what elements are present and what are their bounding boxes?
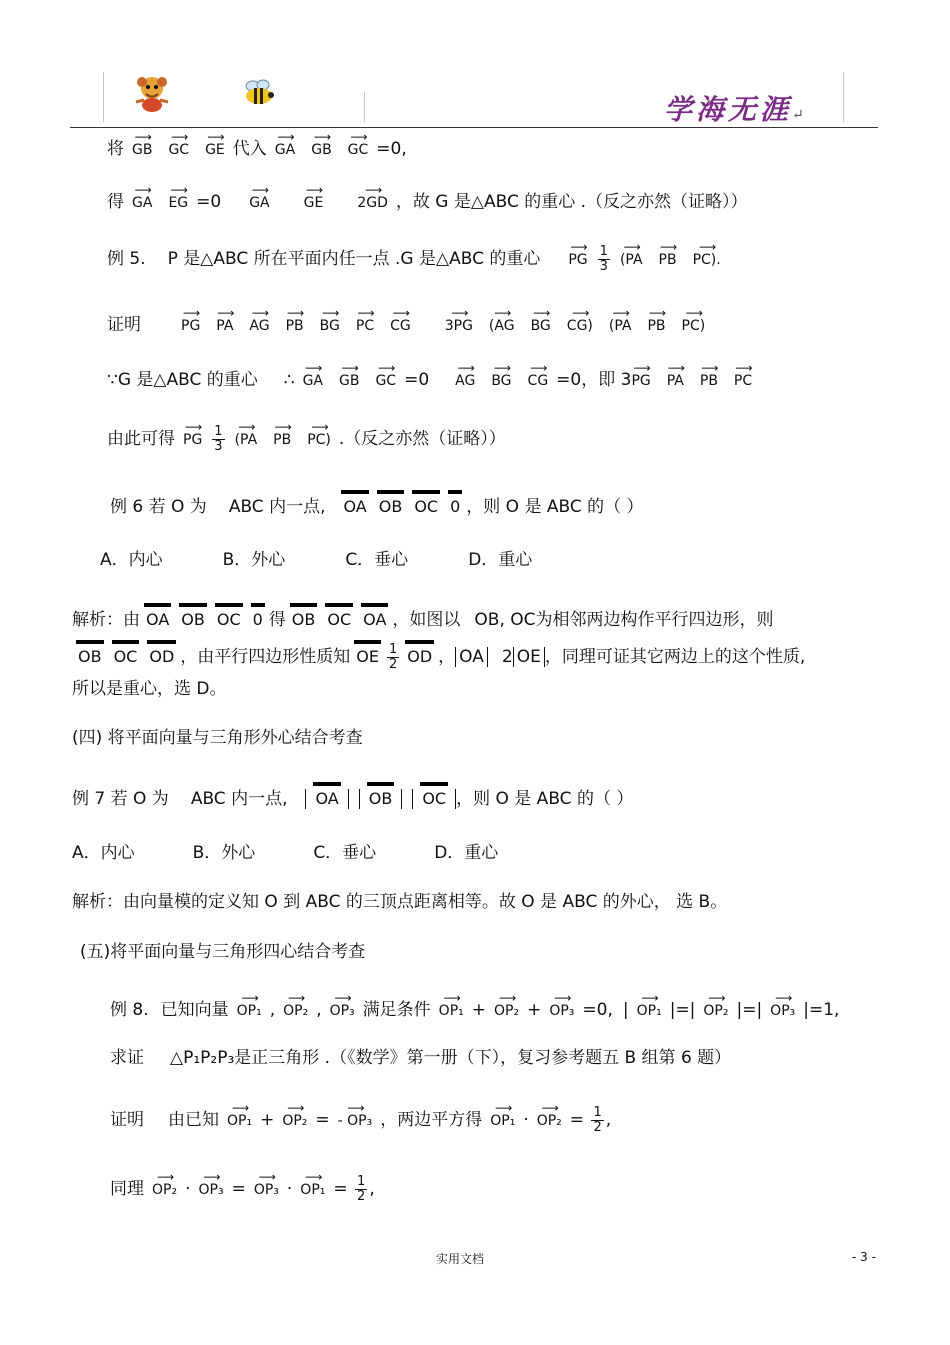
vector-symbol: ⟶ PB bbox=[647, 309, 665, 337]
vector-symbol: OD bbox=[149, 640, 174, 668]
vector-symbol: ⟶ OP₃ bbox=[198, 1173, 223, 1201]
vector-symbol: ⟶ (PA bbox=[620, 243, 643, 271]
vector-symbol: ⟶ PA bbox=[216, 309, 233, 337]
header-divider bbox=[364, 92, 365, 122]
vector-symbol: ⟶ CG bbox=[528, 364, 549, 392]
vector-symbol: ⟶ OP₁ bbox=[490, 1104, 515, 1132]
to-prove: 求证 △P₁P₂P₃是正三角形 .（《数学》第一册（下），复习参考题五 B 组第 6 题） bbox=[110, 1048, 732, 1068]
vector-symbol: ⟶ OP₁ bbox=[227, 1104, 252, 1132]
header-rule bbox=[70, 127, 878, 128]
fraction: $\frac{1}{3}$ bbox=[599, 243, 608, 274]
vector-symbol: ⟶ GA bbox=[249, 186, 269, 214]
vector-symbol: ⟶ OP₂ bbox=[703, 994, 728, 1022]
vector-symbol: ⟶ PG bbox=[181, 309, 200, 337]
example-5: 例 5. P 是△ABC 所在平面内任一点 .G 是△ABC 的重心⟶ PG $\frac{1}{3}$ ⟶ (PA⟶ PB⟶ PC). bbox=[107, 243, 729, 274]
vector-symbol: ⟶ OP₁ bbox=[439, 994, 464, 1022]
vector-symbol: 0 bbox=[450, 490, 460, 518]
proof-line: 证明⟶ PG⟶ PA⟶ AG⟶ PB⟶ BG⟶ PC⟶ CG⟶ 3PG⟶ (AG⟶ BG⟶ CG)⟶ (PA⟶ PB⟶ PC) bbox=[107, 309, 713, 337]
footer-label: 实用文档 bbox=[436, 1252, 485, 1266]
similarly-line: 同理⟶ OP₂ ·⟶ OP₃ =⟶ OP₃ ·⟶ OP₁ = $\frac{1}{2}$ , bbox=[110, 1173, 375, 1204]
vector-symbol: ⟶ OP₃ bbox=[770, 994, 795, 1022]
vector-symbol: OB bbox=[369, 782, 393, 810]
vector-symbol: OC bbox=[217, 603, 241, 631]
fraction: $\frac{1}{2}$ bbox=[357, 1173, 366, 1204]
vector-symbol: ⟶ BG bbox=[491, 364, 511, 392]
vector-symbol: ⟶ GA bbox=[275, 133, 295, 161]
vector-symbol: OB bbox=[379, 490, 403, 518]
vector-symbol: ⟶ PB bbox=[700, 364, 718, 392]
vector-symbol: ⟶ GE bbox=[205, 133, 225, 161]
vector-symbol: ⟶ PG bbox=[568, 243, 587, 271]
example-8: 例 8. 已知向量⟶ OP₁ ,⟶ OP₂ ,⟶ OP₃ 满足条件⟶ OP₁ +⟶ OP₂ +⟶ OP₃ =0, |⟶ OP₁ |=|⟶ OP₂ |=|⟶ OP₃ |=1, bbox=[110, 994, 839, 1022]
options-6: A．内心 B．外心 C．垂心 D．重心 bbox=[100, 550, 533, 570]
vector-symbol: ⟶ PC). bbox=[693, 243, 721, 271]
vector-symbol: OB bbox=[78, 640, 102, 668]
section-heading: (五)将平面向量与三角形四心结合考查 bbox=[80, 942, 366, 962]
vector-symbol: ⟶ OP₃ bbox=[330, 994, 355, 1022]
text-line: 将⟶ GB⟶ GC⟶ GE 代入⟶ GA⟶ GB⟶ GC =0, bbox=[107, 133, 407, 161]
vector-symbol: ⟶ OP₂ bbox=[282, 1104, 307, 1132]
vector-symbol: ⟶ GA bbox=[303, 364, 323, 392]
vector-symbol: ⟶ EG bbox=[168, 186, 188, 214]
vector-symbol: ⟶ PB bbox=[273, 423, 291, 451]
vector-symbol: ⟶ BG bbox=[531, 309, 551, 337]
vector-symbol: ⟶ 3PG bbox=[445, 309, 473, 337]
vector-symbol: ⟶ BG bbox=[320, 309, 340, 337]
text-line: ∵G 是△ABC 的重心 ∴⟶ GA⟶ GB⟶ GC =0⟶ AG⟶ BG⟶ CG =0，即 3⟶ PG⟶ PA⟶ PB⟶ PC bbox=[107, 364, 760, 392]
vector-symbol: OA bbox=[363, 603, 386, 631]
header-divider bbox=[843, 72, 844, 122]
vector-symbol: ⟶ PG bbox=[631, 364, 650, 392]
vector-symbol: ⟶ GA bbox=[132, 186, 152, 214]
vector-symbol: ⟶ PA bbox=[667, 364, 684, 392]
analysis-6: OB OC OD ，由平行四边形性质知 OE $\frac{1}{2}$ OD ， OA 2 OE ，同理可证其它两边上的这个性质, bbox=[78, 641, 806, 672]
vector-symbol: ⟶ (PA bbox=[235, 423, 258, 451]
vector-symbol: ⟶ GC bbox=[375, 364, 396, 392]
vector-symbol: ⟶ GB bbox=[132, 133, 152, 161]
section-heading: (四) 将平面向量与三角形外心结合考查 bbox=[72, 728, 363, 748]
monkey-mascot-icon bbox=[128, 72, 176, 114]
vector-symbol: ⟶ GC bbox=[348, 133, 369, 161]
proof-8: 证明 由已知⟶ OP₁ +⟶ OP₂ =⟶ - OP₃ ，两边平方得⟶ OP₁ ·⟶ OP₂ = $\frac{1}{2}$ , bbox=[110, 1104, 611, 1135]
options-7: A．内心 B．外心 C．垂心 D．重心 bbox=[72, 843, 499, 863]
fraction: $\frac{1}{2}$ bbox=[388, 641, 398, 672]
vector-symbol: ⟶ GC bbox=[168, 133, 189, 161]
vector-symbol: 0 bbox=[253, 603, 263, 631]
vector-symbol: ⟶ AG bbox=[249, 309, 269, 337]
vector-symbol: OB bbox=[181, 603, 205, 631]
vector-symbol: ⟶ OP₁ bbox=[300, 1173, 325, 1201]
vector-symbol: OD bbox=[407, 640, 432, 668]
vector-symbol: ⟶ OP₁ bbox=[237, 994, 262, 1022]
vector-symbol: ⟶ (PA bbox=[609, 309, 632, 337]
vector-symbol: ⟶ CG bbox=[390, 309, 411, 337]
vector-symbol: ⟶ 2GD bbox=[357, 186, 388, 214]
vector-symbol: ⟶ CG) bbox=[567, 309, 593, 337]
vector-symbol: ⟶ PC bbox=[356, 309, 374, 337]
logo-text: 学海无涯↵ bbox=[664, 93, 804, 126]
vector-symbol: ⟶ OP₃ bbox=[549, 994, 574, 1022]
example-6: 例 6 若 O 为 ABC 内一点, OA OB OC 0 ，则 O 是 ABC 的（ ） bbox=[110, 490, 644, 518]
vector-symbol: ⟶ OP₂ bbox=[537, 1104, 562, 1132]
vector-symbol: ⟶ OP₂ bbox=[283, 994, 308, 1022]
bee-icon bbox=[240, 78, 278, 108]
vector-symbol: ⟶ PC) bbox=[307, 423, 331, 451]
vector-symbol: ⟶ AG bbox=[455, 364, 475, 392]
vector-symbol: ⟶ GB bbox=[311, 133, 331, 161]
vector-symbol: OC bbox=[422, 782, 446, 810]
vector-symbol: ⟶ PC bbox=[734, 364, 752, 392]
vector-symbol: ⟶ OP₂ bbox=[152, 1173, 177, 1201]
analysis-6: 解析：由 OA OB OC 0 得 OB OC OA ，如图以 OB, OC为相邻两边构作平行四边形，则 bbox=[72, 603, 774, 631]
vector-symbol: ⟶ PB bbox=[659, 243, 677, 271]
fraction: $\frac{1}{3}$ bbox=[214, 423, 223, 454]
analysis-7: 解析：由向量模的定义知 O 到 ABC 的三顶点距离相等。故 O 是 ABC 的外心， 选 B。 bbox=[72, 892, 728, 912]
vector-symbol: ⟶ GE bbox=[304, 186, 324, 214]
page-number: - 3 - bbox=[852, 1250, 876, 1264]
vector-symbol: OA bbox=[315, 782, 338, 810]
vector-symbol: ⟶ PB bbox=[286, 309, 304, 337]
vector-symbol: ⟶ GB bbox=[339, 364, 359, 392]
vector-symbol: OA bbox=[146, 603, 169, 631]
vector-symbol: ⟶ PG bbox=[183, 423, 202, 451]
vector-symbol: OC bbox=[114, 640, 138, 668]
vector-symbol: ⟶ PC) bbox=[682, 309, 706, 337]
analysis-6: 所以是重心，选 D。 bbox=[72, 679, 227, 699]
vector-symbol: OE bbox=[356, 640, 379, 668]
header-divider bbox=[103, 72, 104, 122]
text-line: 由此可得⟶ PG $\frac{1}{3}$ ⟶ (PA⟶ PB⟶ PC) .（反之亦然（证略）） bbox=[107, 423, 506, 454]
text-line: 得⟶ GA⟶ EG =0⟶ GA⟶ GE⟶ 2GD ，故 G 是△ABC 的重心 .（反之亦然（证略）） bbox=[107, 186, 748, 214]
vector-symbol: ⟶ OP₃ bbox=[254, 1173, 279, 1201]
vector-symbol: OA bbox=[343, 490, 366, 518]
vector-symbol: OC bbox=[327, 603, 351, 631]
vector-symbol: ⟶ - OP₃ bbox=[338, 1104, 373, 1132]
vector-symbol: OB bbox=[292, 603, 316, 631]
vector-symbol: ⟶ OP₁ bbox=[637, 994, 662, 1022]
fraction: $\frac{1}{2}$ bbox=[593, 1104, 602, 1135]
vector-symbol: ⟶ (AG bbox=[489, 309, 515, 337]
example-7: 例 7 若 O 为 ABC 内一点, OA OB OC ，则 O 是 ABC 的（ ） bbox=[72, 782, 633, 810]
vector-symbol: ⟶ OP₂ bbox=[494, 994, 519, 1022]
vector-symbol: OC bbox=[414, 490, 438, 518]
